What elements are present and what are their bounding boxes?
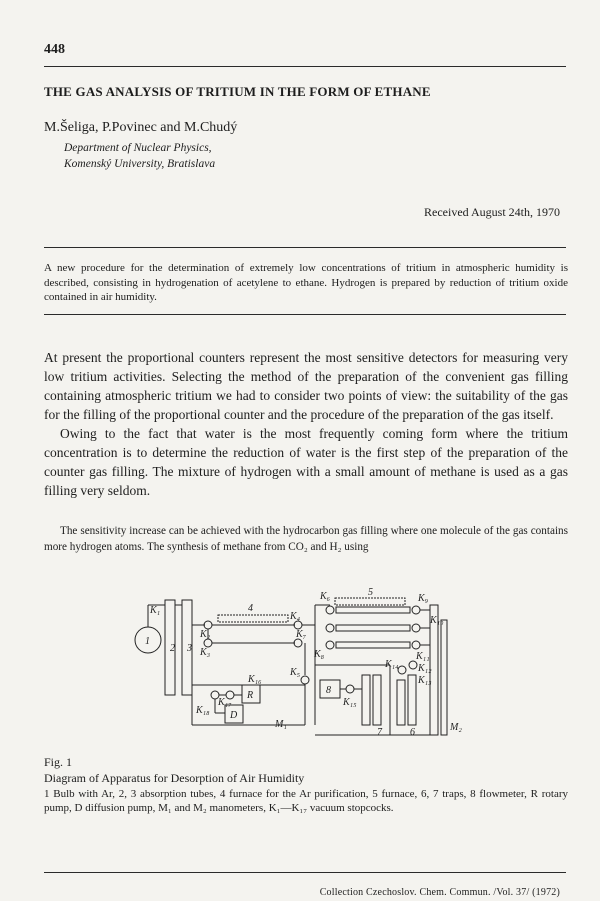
label-k15: K₁₅ xyxy=(343,697,357,708)
article-authors: M.Šeliga, P.Povinec and M.Chudý xyxy=(44,120,238,135)
paragraph-2: Owing to the fact that water is the most frequently coming form where the tritium concentration is to determine the reduction of water is the first step of the preparation of the counter gas filling. The mixture of hydrogen with a small amount of methane is used as a gas filling very seldom. xyxy=(44,426,568,498)
label-k2: K₂ xyxy=(200,629,211,640)
paragraph-3: The sensitivity increase can be achieved with the hydrocarbon gas filling where one molecule of the gas contains more hydrogen atoms. The synthesis of methane from CO₂ and H₂ using xyxy=(44,525,568,553)
abstract: A new procedure for the determination of extremely low concentrations of tritium in atmospheric humidity is described, consisting in hydrogenation of acetylene to ethane. Hydrogen is prepared by reduction of tritium oxide contained in air humidity. xyxy=(44,262,568,303)
received-date: Received August 24th, 1970 xyxy=(424,205,560,219)
label-8: 8 xyxy=(326,685,331,696)
trap-7 xyxy=(362,675,370,725)
label-3: 3 xyxy=(187,643,192,654)
label-6: 6 xyxy=(410,727,415,738)
label-d: D xyxy=(230,710,238,721)
header-rule xyxy=(44,66,566,67)
abstract-top-rule xyxy=(44,247,566,248)
furnace-4 xyxy=(218,615,288,622)
label-k5: K₅ xyxy=(290,667,301,678)
figure-label: Fig. 1 xyxy=(44,755,73,769)
label-k7: K₇ xyxy=(296,629,307,640)
label-k1: K₁ xyxy=(150,605,161,616)
label-k8: K₈ xyxy=(314,649,325,660)
label-k13: K₁₃ xyxy=(418,675,432,686)
label-2: 2 xyxy=(170,643,175,654)
abstract-bottom-rule xyxy=(44,314,566,315)
label-m2: M₂ xyxy=(450,722,462,733)
label-r: R xyxy=(247,690,254,701)
label-k4: K₄ xyxy=(290,611,301,622)
footer-rule xyxy=(44,872,566,873)
figure-title: Diagram of Apparatus for Desorption of Air Humidity xyxy=(44,771,305,785)
label-k17: K₁₇ xyxy=(218,697,232,708)
label-k16: K₁₆ xyxy=(248,674,262,685)
label-k6: K₆ xyxy=(320,591,331,602)
paragraph-1: At present the proportional counters represent the most sensitive detectors for measuring very low tritium activities. Selecting the method of the preparation of the convenient gas filling containing atmospheric tritium we had to consider two points of view: the suitability of the gas for the filling of the proportional counter and the procedure of the preparation of the gas itself. xyxy=(44,350,568,422)
figure-legend: 1 Bulb with Ar, 2, 3 absorption tubes, 4 furnace for the Ar purification, 5 furnace, 6, 7 traps, 8 flowmeter, R rotary pump, D diffusion pump, M₁ and M₂ manometers, K₁—K₁₇ vacuum stopcocks. xyxy=(44,788,568,814)
apparatus-diagram xyxy=(130,585,480,745)
label-k14: K₁₄ xyxy=(385,659,399,670)
furnace-5 xyxy=(335,598,405,605)
affiliation-line1: Department of Nuclear Physics, xyxy=(64,142,212,154)
label-4: 4 xyxy=(248,603,253,614)
label-k9: K₉ xyxy=(418,593,429,604)
page-number: 448 xyxy=(44,42,65,57)
label-k18: K₁₈ xyxy=(196,705,210,716)
body-text-small xyxy=(44,523,568,555)
affiliation-line2: Komenský University, Bratislava xyxy=(64,158,216,170)
article-title: THE GAS ANALYSIS OF TRITIUM IN THE FORM OF ETHANE xyxy=(44,84,431,99)
label-k3: K₃ xyxy=(200,647,211,658)
label-5: 5 xyxy=(368,587,373,598)
body-text-large xyxy=(44,348,568,500)
label-7: 7 xyxy=(377,727,382,738)
label-k10: K₁₀ xyxy=(430,615,444,626)
trap-6 xyxy=(397,680,405,725)
label-k12: K₁₂ xyxy=(418,663,432,674)
label-1: 1 xyxy=(145,636,150,647)
footer-citation: Collection Czechoslov. Chem. Commun. /Vol. 37/ (1972) xyxy=(319,887,560,898)
label-k11: K₁₁ xyxy=(416,651,430,662)
label-m1: M₁ xyxy=(275,719,287,730)
